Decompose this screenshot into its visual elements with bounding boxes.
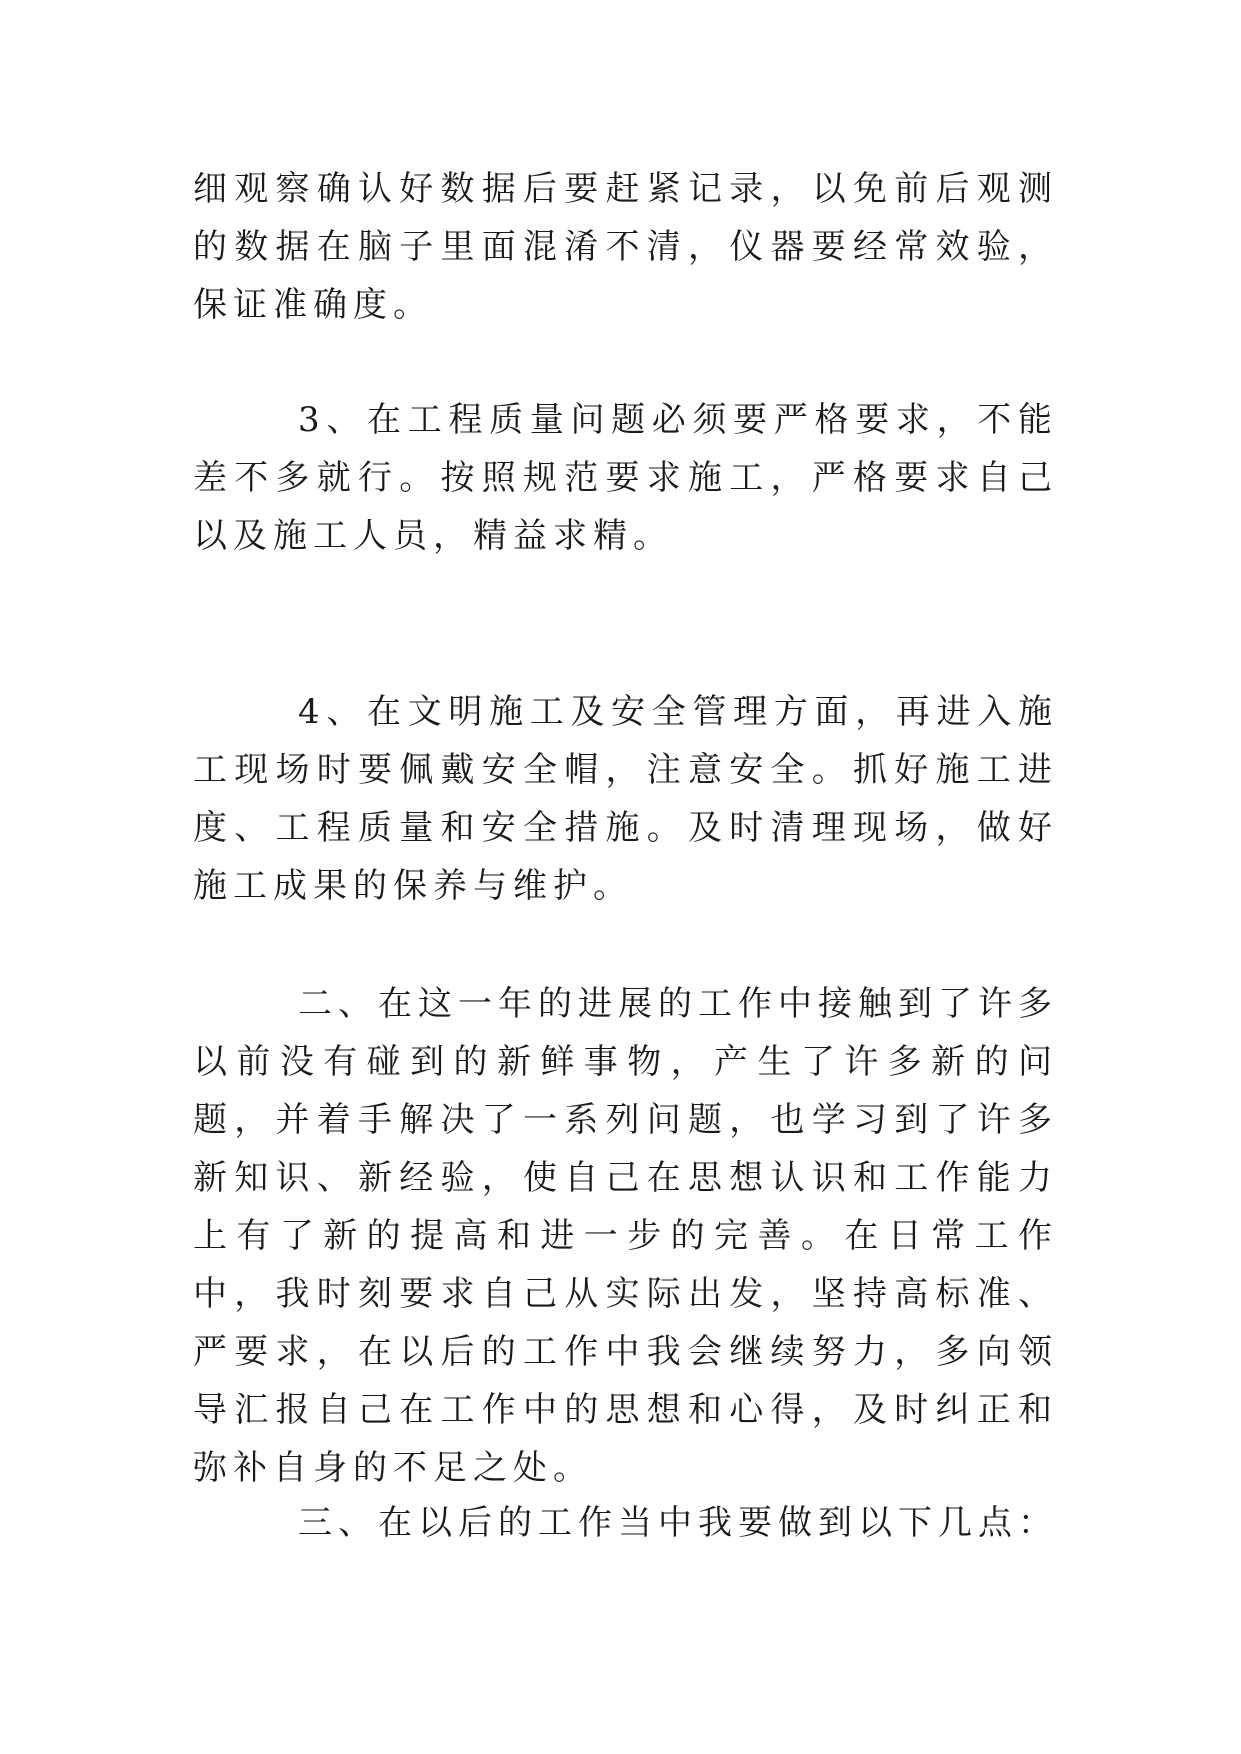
- paragraph-item-3-quality: 3、在工程质量问题必须要严格要求，不能差不多就行。按照规范要求施工，严格要求自己以及施工人员，精益求精。: [193, 400, 1058, 556]
- paragraph-continuation-observation: 细观察确认好数据后要赶紧记录，以免前后观测的数据在脑子里面混淆不清，仪器要经常效验，保证准确度。: [193, 169, 1058, 325]
- paragraph-section-2-summary: 二、在这一年的进展的工作中接触到了许多以前没有碰到的新鲜事物，产生了许多新的问题，并着手解决了一系列问题，也学习到了许多新知识、新经验，使自己在思想认识和工作能力上有了新的提高和进一步的完善。在日常工作中，我时刻要求自己从实际出发，坚持高标准、严要求，在以后的工作中我会继续努力，多向领导汇报自己在工作中的思想和心得，及时纠正和弥补自身的不足之处。: [193, 984, 1058, 1488]
- paragraph-item-4-safety: 4、在文明施工及安全管理方面，再进入施工现场时要佩戴安全帽，注意安全。抓好施工进度、工程质量和安全措施。及时清理现场，做好施工成果的保养与维护。: [193, 692, 1058, 906]
- paragraph-section-3-heading: 三、在以后的工作当中我要做到以下几点：: [298, 1503, 1058, 1543]
